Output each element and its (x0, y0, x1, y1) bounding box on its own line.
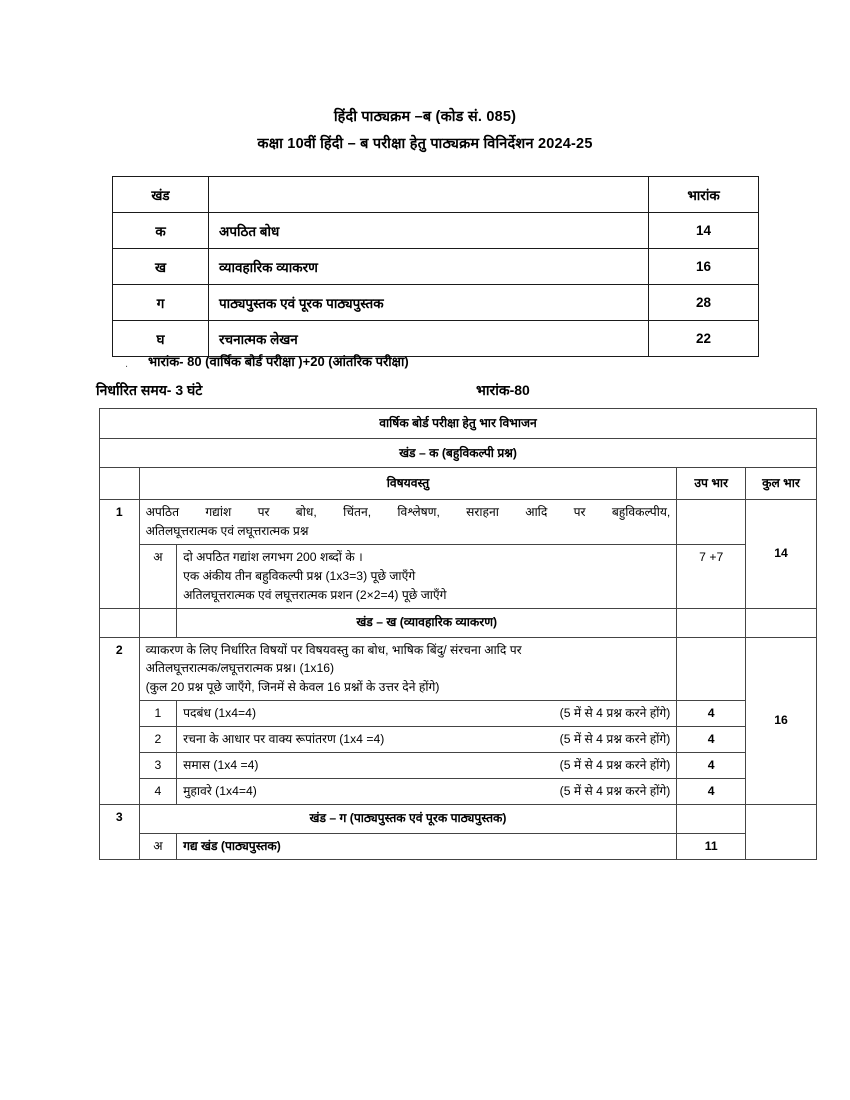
item-body (177, 701, 677, 727)
time-allotted-note: निर्धारित समय- 3 घंटे (96, 382, 203, 398)
row-1-description (139, 500, 677, 545)
row-number: 1 (100, 500, 140, 609)
header-content (209, 177, 649, 213)
item-number: 4 (139, 778, 177, 804)
table-row (100, 637, 817, 701)
header-sub-marks: उप भार (677, 468, 746, 500)
cell-content: अपठित बोध (209, 213, 649, 249)
section-b-sub-empty (139, 608, 177, 637)
section-c-banner-row (100, 804, 817, 833)
table-row (100, 500, 817, 545)
row-1-total-marks: 14 (746, 500, 817, 609)
item-body (177, 778, 677, 804)
item-number: 1 (139, 701, 177, 727)
cell-section: ख (113, 249, 209, 285)
header-sno (100, 468, 140, 500)
table-header-row (100, 468, 817, 500)
cell-marks: 16 (649, 249, 759, 285)
section-b-total-marks-empty (746, 608, 817, 637)
item-body (177, 727, 677, 753)
document-title-block (0, 108, 850, 154)
item-marks: 4 (677, 701, 746, 727)
section-c-sub-marks-empty (677, 804, 746, 833)
marks-breakup-note: भारांक- 80 (वार्षिक बोर्ड परीक्षा )+20 (आंतरिक परीक्षा) (148, 354, 409, 369)
cell-section: ग (113, 285, 209, 321)
table-header-row (113, 177, 759, 213)
item-marks: 4 (677, 778, 746, 804)
item-note: (5 में से 4 प्रश्न करने होंगे) (559, 732, 671, 747)
row-1-sub-line-1: दो अपठित गद्यांश लगभग 200 शब्दों के । (183, 549, 363, 564)
row-number: 3 (100, 804, 140, 859)
row-1-sub-line-2: एक अंकीय तीन बहुविकल्पी प्रश्न (1x3=3) पूछे जाएँगे (183, 568, 416, 583)
row-2-desc-line-1: व्याकरण के लिए निर्धारित विषयों पर विषयवस्तु का बोध, भाषिक बिंदु/ संरचना आदि पर (145, 642, 522, 657)
table-row (113, 213, 759, 249)
row-2-description (139, 637, 677, 701)
item-number: 3 (139, 753, 177, 779)
item-label: समास (1x4 =4) (183, 758, 259, 773)
item-number: 2 (139, 727, 177, 753)
summary-table-wrapper (112, 176, 758, 357)
row-3-sub-label: अ (139, 833, 177, 859)
cell-marks: 28 (649, 285, 759, 321)
header-content: विषयवस्तु (139, 468, 677, 500)
section-a-banner: खंड – क (बहुविकल्पी प्रश्न) (100, 439, 817, 468)
bullet-dot: . (125, 358, 129, 370)
table-row (113, 249, 759, 285)
item-note: (5 में से 4 प्रश्न करने होंगे) (559, 706, 671, 721)
row-1-sub-line-3: अतिलघूत्तरात्मक एवं लघूत्तरात्मक प्रशन (2×2=4) पूछे जाएँगे (183, 587, 447, 602)
cell-content: रचनात्मक लेखन (209, 321, 649, 357)
row-1-desc-line-1: अपठित गद्यांश पर बोध, चिंतन, विश्लेषण, सराहना आदि पर बहुविकल्पीय, (145, 505, 671, 519)
weightage-table (99, 408, 817, 860)
row-2-desc-line-2: अतिलघूत्तरात्मक/लघूत्तरात्मक प्रश्न। (1x16) (145, 661, 335, 676)
section-b-sub-marks-empty (677, 608, 746, 637)
item-marks: 4 (677, 727, 746, 753)
weightage-banner: वार्षिक बोर्ड परीक्षा हेतु भार विभाजन (100, 409, 817, 439)
row-2-total-marks: 16 (746, 637, 817, 804)
page-title-primary: हिंदी पाठ्यक्रम –ब (कोड सं. 085) (333, 109, 517, 125)
row-2-desc-line-3: (कुल 20 प्रश्न पूछे जाएँगे, जिनमें से केवल 16 प्रश्नों के उत्तर देने होंगे) (145, 680, 440, 695)
list-item (100, 727, 817, 753)
item-note: (5 में से 4 प्रश्न करने होंगे) (559, 783, 671, 798)
table-row (100, 544, 817, 608)
cell-marks: 22 (649, 321, 759, 357)
section-b-banner-row (100, 608, 817, 637)
section-b-sno-empty (100, 608, 140, 637)
item-body (177, 753, 677, 779)
item-label: मुहावरे (1x4=4) (183, 783, 257, 798)
item-marks: 4 (677, 753, 746, 779)
cell-content: पाठ्यपुस्तक एवं पूरक पाठ्यपुस्तक (209, 285, 649, 321)
row-1-desc-line-2: अतिलघूत्तरात्मक एवं लघूत्तरात्मक प्रश्न (145, 523, 309, 538)
header-marks: भारांक (649, 177, 759, 213)
total-marks-note: भारांक-80 (476, 382, 530, 398)
section-c-banner: खंड – ग (पाठ्यपुस्तक एवं पूरक पाठ्यपुस्तक) (139, 804, 677, 833)
row-1-sub-description (177, 544, 677, 608)
row-1-sub-marks: 7 +7 (677, 544, 746, 608)
cell-content: व्यावहारिक व्याकरण (209, 249, 649, 285)
row-3-sub-marks: 11 (677, 833, 746, 859)
table-banner-row (100, 409, 817, 439)
section-a-banner-row (100, 439, 817, 468)
list-item (100, 701, 817, 727)
summary-table (112, 176, 759, 357)
section-c-total-marks-empty (746, 804, 817, 859)
cell-marks: 14 (649, 213, 759, 249)
weightage-table-wrapper (99, 408, 817, 860)
header-total-marks: कुल भार (746, 468, 817, 500)
section-b-banner: खंड – ख (व्यावहारिक व्याकरण) (177, 608, 677, 637)
row-1-sub-marks-empty (677, 500, 746, 545)
list-item (100, 753, 817, 779)
page-title-secondary: कक्षा 10वीं हिंदी – ब परीक्षा हेतु पाठ्यक्रम विनिर्देशन 2024-25 (257, 135, 593, 152)
list-item (100, 778, 817, 804)
row-3-sub-title: गद्य खंड (पाठ्यपुस्तक) (177, 833, 677, 859)
item-note: (5 में से 4 प्रश्न करने होंगे) (559, 758, 671, 773)
item-label: रचना के आधार पर वाक्य रूपांतरण (1x4 =4) (183, 732, 385, 747)
row-2-sub-marks-empty (677, 637, 746, 701)
row-number: 2 (100, 637, 140, 804)
cell-section: क (113, 213, 209, 249)
cell-section: घ (113, 321, 209, 357)
header-section: खंड (113, 177, 209, 213)
row-1-sub-label: अ (139, 544, 177, 608)
item-label: पदबंध (1x4=4) (183, 706, 257, 721)
table-row (100, 833, 817, 859)
table-row (113, 285, 759, 321)
